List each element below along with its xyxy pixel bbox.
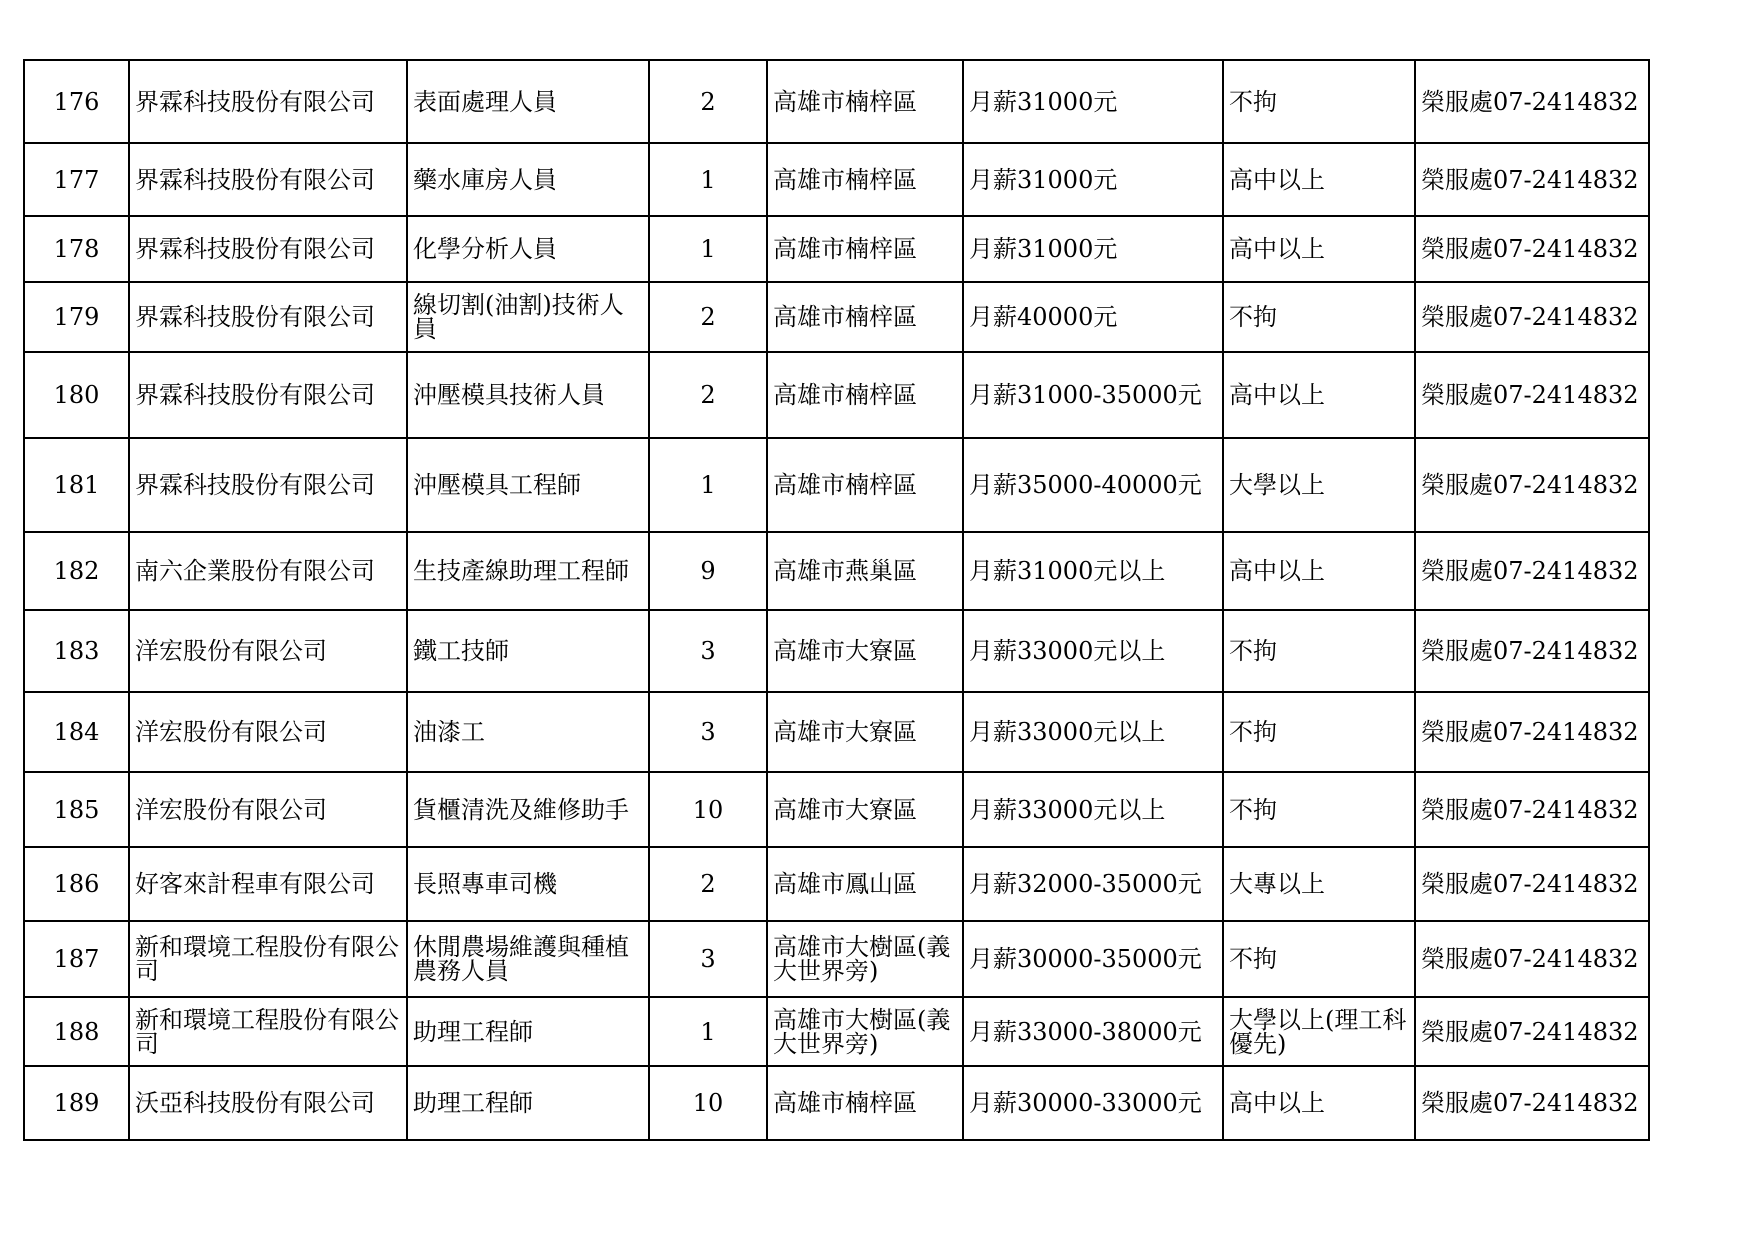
job-title-cell: 助理工程師 xyxy=(407,997,649,1066)
education-requirement-cell: 高中以上 xyxy=(1223,216,1415,282)
job-number-cell: 184 xyxy=(24,692,129,772)
salary-cell: 月薪40000元 xyxy=(963,282,1223,352)
company-name-cell: 沃亞科技股份有限公司 xyxy=(129,1066,407,1140)
job-number-cell: 188 xyxy=(24,997,129,1066)
education-requirement-cell: 大學以上(理工科優先) xyxy=(1223,997,1415,1066)
contact-cell: 榮服處07-2414832 xyxy=(1415,143,1649,216)
education-requirement-cell: 不拘 xyxy=(1223,610,1415,692)
work-location-cell: 高雄市楠梓區 xyxy=(767,282,963,352)
headcount-cell: 2 xyxy=(649,352,767,438)
job-number-cell: 178 xyxy=(24,216,129,282)
education-requirement-cell: 高中以上 xyxy=(1223,532,1415,610)
table-row xyxy=(24,847,1649,921)
headcount-cell: 1 xyxy=(649,997,767,1066)
table-row xyxy=(24,216,1649,282)
headcount-cell: 3 xyxy=(649,692,767,772)
job-title-cell: 沖壓模具工程師 xyxy=(407,438,649,532)
table-row xyxy=(24,352,1649,438)
headcount-cell: 10 xyxy=(649,772,767,847)
salary-cell: 月薪30000-33000元 xyxy=(963,1066,1223,1140)
work-location-cell: 高雄市楠梓區 xyxy=(767,143,963,216)
table-row xyxy=(24,772,1649,847)
salary-cell: 月薪33000元以上 xyxy=(963,772,1223,847)
work-location-cell: 高雄市大寮區 xyxy=(767,692,963,772)
contact-cell: 榮服處07-2414832 xyxy=(1415,438,1649,532)
job-number-cell: 183 xyxy=(24,610,129,692)
headcount-cell: 1 xyxy=(649,438,767,532)
company-name-cell: 好客來計程車有限公司 xyxy=(129,847,407,921)
contact-cell: 榮服處07-2414832 xyxy=(1415,847,1649,921)
job-number-cell: 180 xyxy=(24,352,129,438)
company-name-cell: 新和環境工程股份有限公司 xyxy=(129,997,407,1066)
contact-cell: 榮服處07-2414832 xyxy=(1415,1066,1649,1140)
salary-cell: 月薪35000-40000元 xyxy=(963,438,1223,532)
contact-cell: 榮服處07-2414832 xyxy=(1415,282,1649,352)
salary-cell: 月薪33000元以上 xyxy=(963,610,1223,692)
job-title-cell: 油漆工 xyxy=(407,692,649,772)
salary-cell: 月薪33000-38000元 xyxy=(963,997,1223,1066)
job-title-cell: 休閒農場維護與種植農務人員 xyxy=(407,921,649,997)
education-requirement-cell: 不拘 xyxy=(1223,60,1415,143)
job-title-cell: 線切割(油割)技術人員 xyxy=(407,282,649,352)
contact-cell: 榮服處07-2414832 xyxy=(1415,532,1649,610)
headcount-cell: 2 xyxy=(649,847,767,921)
education-requirement-cell: 不拘 xyxy=(1223,692,1415,772)
company-name-cell: 界霖科技股份有限公司 xyxy=(129,282,407,352)
company-name-cell: 界霖科技股份有限公司 xyxy=(129,352,407,438)
headcount-cell: 3 xyxy=(649,921,767,997)
job-title-cell: 生技產線助理工程師 xyxy=(407,532,649,610)
company-name-cell: 界霖科技股份有限公司 xyxy=(129,438,407,532)
headcount-cell: 2 xyxy=(649,60,767,143)
education-requirement-cell: 高中以上 xyxy=(1223,352,1415,438)
work-location-cell: 高雄市楠梓區 xyxy=(767,1066,963,1140)
work-location-cell: 高雄市楠梓區 xyxy=(767,60,963,143)
job-number-cell: 179 xyxy=(24,282,129,352)
job-title-cell: 助理工程師 xyxy=(407,1066,649,1140)
job-title-cell: 表面處理人員 xyxy=(407,60,649,143)
contact-cell: 榮服處07-2414832 xyxy=(1415,610,1649,692)
work-location-cell: 高雄市大寮區 xyxy=(767,772,963,847)
work-location-cell: 高雄市楠梓區 xyxy=(767,352,963,438)
education-requirement-cell: 不拘 xyxy=(1223,282,1415,352)
salary-cell: 月薪31000元以上 xyxy=(963,532,1223,610)
contact-cell: 榮服處07-2414832 xyxy=(1415,60,1649,143)
job-title-cell: 藥水庫房人員 xyxy=(407,143,649,216)
headcount-cell: 9 xyxy=(649,532,767,610)
job-title-cell: 鐵工技師 xyxy=(407,610,649,692)
job-listing-table xyxy=(23,59,1650,1141)
table-row xyxy=(24,143,1649,216)
job-number-cell: 181 xyxy=(24,438,129,532)
job-number-cell: 177 xyxy=(24,143,129,216)
salary-cell: 月薪32000-35000元 xyxy=(963,847,1223,921)
job-number-cell: 189 xyxy=(24,1066,129,1140)
job-title-cell: 貨櫃清洗及維修助手 xyxy=(407,772,649,847)
company-name-cell: 界霖科技股份有限公司 xyxy=(129,143,407,216)
contact-cell: 榮服處07-2414832 xyxy=(1415,772,1649,847)
work-location-cell: 高雄市大樹區(義大世界旁) xyxy=(767,997,963,1066)
company-name-cell: 新和環境工程股份有限公司 xyxy=(129,921,407,997)
job-number-cell: 176 xyxy=(24,60,129,143)
contact-cell: 榮服處07-2414832 xyxy=(1415,352,1649,438)
job-number-cell: 182 xyxy=(24,532,129,610)
headcount-cell: 2 xyxy=(649,282,767,352)
company-name-cell: 洋宏股份有限公司 xyxy=(129,772,407,847)
table-row xyxy=(24,532,1649,610)
work-location-cell: 高雄市楠梓區 xyxy=(767,216,963,282)
job-number-cell: 185 xyxy=(24,772,129,847)
education-requirement-cell: 大學以上 xyxy=(1223,438,1415,532)
job-title-cell: 沖壓模具技術人員 xyxy=(407,352,649,438)
job-title-cell: 化學分析人員 xyxy=(407,216,649,282)
headcount-cell: 1 xyxy=(649,143,767,216)
table-row xyxy=(24,60,1649,143)
table-body xyxy=(24,60,1649,1140)
job-number-cell: 187 xyxy=(24,921,129,997)
company-name-cell: 界霖科技股份有限公司 xyxy=(129,60,407,143)
salary-cell: 月薪33000元以上 xyxy=(963,692,1223,772)
education-requirement-cell: 高中以上 xyxy=(1223,143,1415,216)
contact-cell: 榮服處07-2414832 xyxy=(1415,921,1649,997)
headcount-cell: 3 xyxy=(649,610,767,692)
salary-cell: 月薪31000元 xyxy=(963,216,1223,282)
salary-cell: 月薪31000-35000元 xyxy=(963,352,1223,438)
table-row xyxy=(24,921,1649,997)
table-row xyxy=(24,692,1649,772)
work-location-cell: 高雄市大寮區 xyxy=(767,610,963,692)
contact-cell: 榮服處07-2414832 xyxy=(1415,216,1649,282)
salary-cell: 月薪31000元 xyxy=(963,143,1223,216)
salary-cell: 月薪30000-35000元 xyxy=(963,921,1223,997)
education-requirement-cell: 不拘 xyxy=(1223,921,1415,997)
company-name-cell: 洋宏股份有限公司 xyxy=(129,610,407,692)
headcount-cell: 1 xyxy=(649,216,767,282)
salary-cell: 月薪31000元 xyxy=(963,60,1223,143)
company-name-cell: 南六企業股份有限公司 xyxy=(129,532,407,610)
job-title-cell: 長照專車司機 xyxy=(407,847,649,921)
education-requirement-cell: 大專以上 xyxy=(1223,847,1415,921)
work-location-cell: 高雄市燕巢區 xyxy=(767,532,963,610)
company-name-cell: 界霖科技股份有限公司 xyxy=(129,216,407,282)
headcount-cell: 10 xyxy=(649,1066,767,1140)
contact-cell: 榮服處07-2414832 xyxy=(1415,692,1649,772)
table-row xyxy=(24,438,1649,532)
work-location-cell: 高雄市大樹區(義大世界旁) xyxy=(767,921,963,997)
table-row xyxy=(24,997,1649,1066)
contact-cell: 榮服處07-2414832 xyxy=(1415,997,1649,1066)
work-location-cell: 高雄市楠梓區 xyxy=(767,438,963,532)
table-row xyxy=(24,1066,1649,1140)
table-row xyxy=(24,282,1649,352)
work-location-cell: 高雄市鳳山區 xyxy=(767,847,963,921)
job-number-cell: 186 xyxy=(24,847,129,921)
table-row xyxy=(24,610,1649,692)
education-requirement-cell: 高中以上 xyxy=(1223,1066,1415,1140)
education-requirement-cell: 不拘 xyxy=(1223,772,1415,847)
company-name-cell: 洋宏股份有限公司 xyxy=(129,692,407,772)
